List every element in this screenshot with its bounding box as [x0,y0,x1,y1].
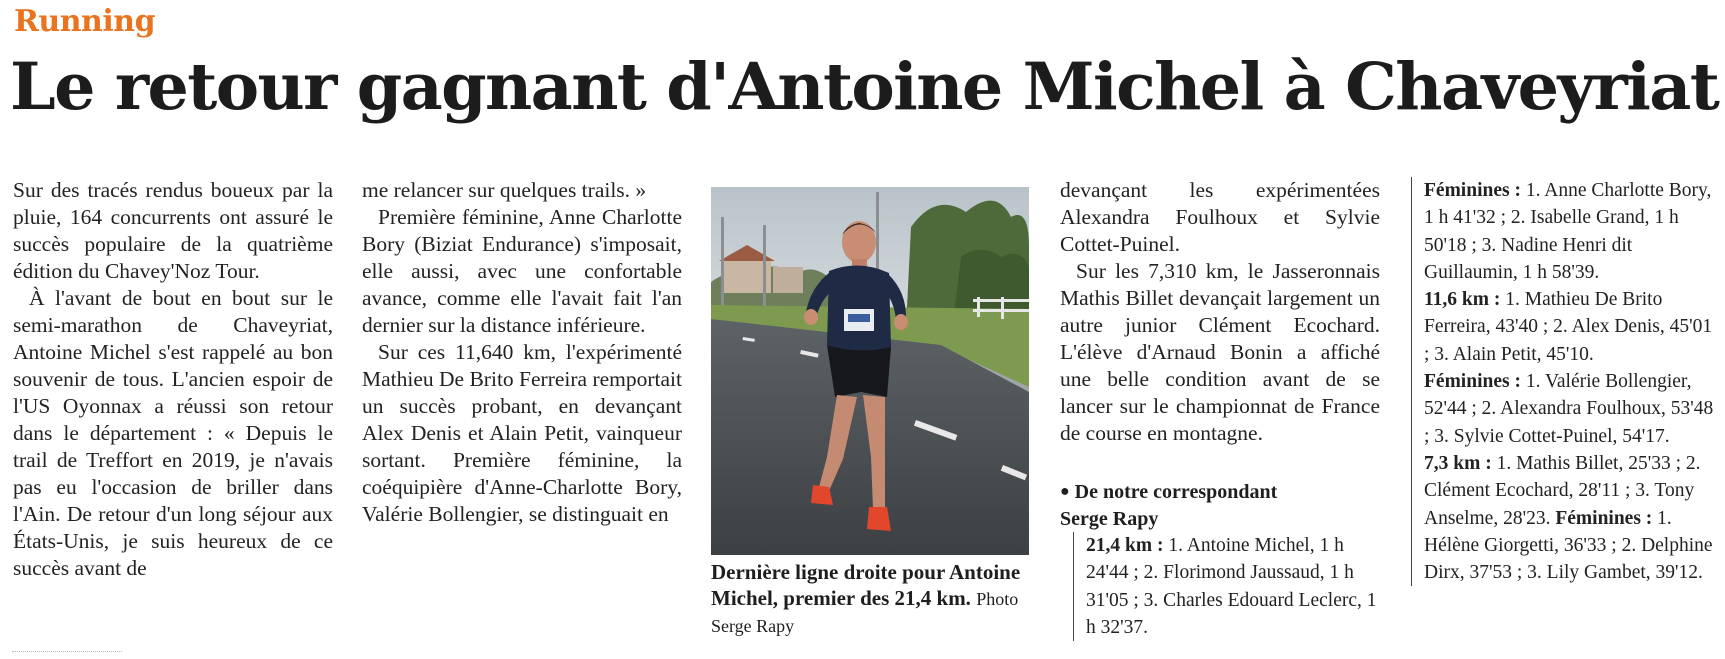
results-text: 1. Mathis Billet, 25'33 ; 2. Clément Ecochard, 28'11 ; 3. Tony Anselme, 28'23. [1424,452,1701,529]
results-text: 1. Hélène Giorgetti, 36'33 ; 2. Delphine Dirx, 37'53 ; 3. Lily Gambet, 39'12. [1424,507,1713,584]
results-label: 7,3 km : [1424,452,1492,474]
page-footer-divider [12,651,122,652]
results-text: 1. Anne Charlotte Bory, 1 h 41'32 ; 2. Isabelle Grand, 1 h 50'18 ; 3. Nadine Henri dit Guillaumin, 1 h 58'39. [1424,180,1712,283]
byline-author: Serge Rapy [1060,508,1159,530]
paragraph: me relancer sur quelques trails. » [362,178,647,202]
bullet-icon: ● [1060,483,1070,500]
results-label: 21,4 km : [1086,535,1164,556]
article-headline: Le retour gagnant d'Antoine Michel à Chaveyriat [10,49,1719,125]
results-label: Féminines : [1555,507,1653,529]
paragraph: Sur ces 11,640 km, l'expérimenté Mathieu De Brito Ferreira remportait un succès probant, en devançant Alex Denis et Alain Petit, vainqueur sortant. Première féminine, la coéquipière d'Anne-Charlotte Bory, Valérie Bollengier, se distinguait en [362,340,683,526]
article-column-1 [13,177,333,582]
paragraph: Première féminine, Anne Charlotte Bory (Biziat Endurance) s'imposait, elle aussi, avec une confortable avance, comme elle l'avait fait l'an dernier sur la distance inférieure. [362,205,682,337]
section-rubric: Running [14,4,156,39]
paragraph: Sur les 7,310 km, le Jasseronnais Mathis Billet devançait largement un autre junior Clément Ecochard. L'élève d'Arnaud Bonin a affiché une belle condition avant de se lancer sur le championnat de France de course en montagne. [1060,259,1380,445]
photo-caption [711,559,1031,639]
paragraph: devançant les expérimentées Alexandra Foulhoux et Sylvie Cottet-Puinel. [1060,178,1380,256]
caption-text: Dernière ligne droite pour Antoine Michel, premier des 21,4 km. [711,560,1021,610]
paragraph: À l'avant de bout en bout sur le semi-marathon de Chaveyriat, Antoine Michel s'est rappelé au bon souvenir de tous. L'ancien espoir de l'US Oyonnax a réussi son retour dans le département : « Depuis le trail de Treffort en 2019, je n'avais pas eu l'occasion de briller dans l'Ain. De retour d'un long séjour aux États-Unis, je suis heureux de ce succès avant de [13,286,333,580]
results-label: Féminines : [1424,180,1521,201]
results-text: 1. Mathieu De Brito Ferreira, 43'40 ; 2. Alex Denis, 45'01 ; 3. Alain Petit, 45'10. [1424,289,1713,365]
article-photo-runner [711,187,1029,555]
article-column-3 [1060,177,1380,447]
paragraph: Sur des tracés rendus boueux par la pluie, 164 concurrents ont assuré le succès populaire de la quatrième édition du Chavey'Noz Tour. [13,178,333,283]
results-text: 1. Antoine Michel, 1 h 24'44 ; 2. Florimond Jaussaud, 1 h 31'05 ; 3. Charles Edouard Leclerc, 1 h 32'37. [1086,535,1377,638]
results-box-column [1411,177,1722,586]
results-label: Féminines : [1424,371,1521,393]
results-text: 1. Valérie Bollengier, 52'44 ; 2. Alexandra Foulhoux, 53'48 ; 3. Sylvie Cottet-Puinel, 54'17. [1424,371,1714,447]
byline-role: De notre correspondant [1074,481,1278,503]
runner-photo-illustration [711,187,1029,555]
results-box-21km [1073,532,1386,641]
article-column-2 [362,177,682,528]
byline [1060,478,1380,533]
photo-credit: Photo Serge Rapy [711,589,1019,636]
results-label: 11,6 km : [1424,289,1501,311]
